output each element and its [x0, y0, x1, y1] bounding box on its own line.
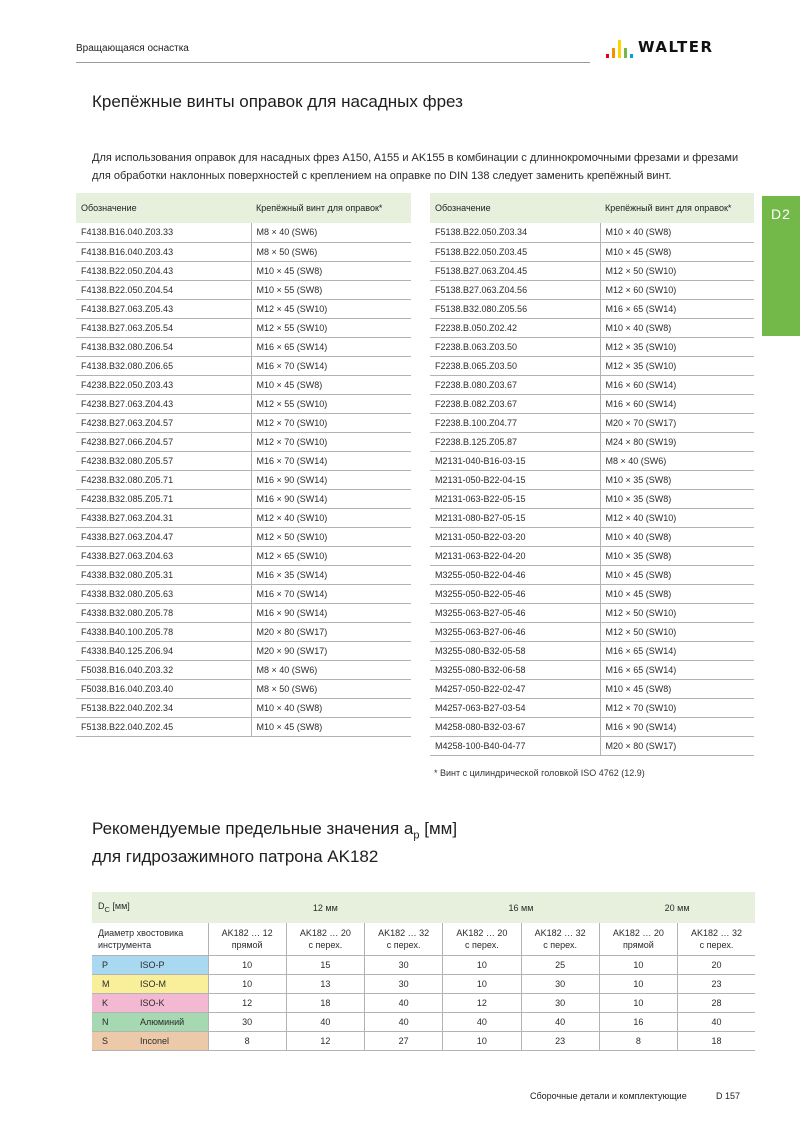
table-row [76, 622, 411, 641]
screw-cell: M16 × 70 (SW14) [251, 451, 411, 470]
section-tab-label: D2 [771, 206, 791, 222]
material-name: ISO-P [132, 955, 208, 974]
ap-value-cell: 12 [443, 993, 521, 1012]
designation-cell: F4238.B27.066.Z04.57 [76, 432, 251, 451]
screw-cell: M12 × 50 (SW10) [251, 527, 411, 546]
table-row [430, 223, 754, 242]
designation-cell: M4258-080-B32-03-67 [430, 717, 600, 736]
table-row [76, 679, 411, 698]
designation-cell: F4238.B32.080.Z05.71 [76, 470, 251, 489]
shank-diameter-label: Диаметр хвостовика инструмента [92, 923, 208, 955]
designation-cell: F4138.B16.040.Z03.33 [76, 223, 251, 242]
screw-cell: M24 × 80 (SW19) [600, 432, 754, 451]
ap-value-cell: 10 [443, 974, 521, 993]
designation-cell: M2131-063-B22-05-15 [430, 489, 600, 508]
table-row [430, 280, 754, 299]
ap-value-cell: 10 [599, 955, 677, 974]
designation-cell: M3255-063-B27-05-46 [430, 603, 600, 622]
material-row [92, 1012, 755, 1031]
page-title: Крепёжные винты оправок для насадных фрез [92, 92, 463, 111]
designation-cell: F4138.B22.050.Z04.43 [76, 261, 251, 280]
designation-cell: F4338.B32.080.Z05.78 [76, 603, 251, 622]
designation-cell: F4338.B40.100.Z05.78 [76, 622, 251, 641]
table-row [430, 717, 754, 736]
material-name: Inconel [132, 1031, 208, 1050]
intro-text: Для использования оправок для насадных фрез A150, A155 и AK155 в комбинации с длиннокромочными фрезами и фрезами для обработки наклонных поверхностей с креплением на оправке по DIN 138 следует заменить крепёжный винт. [92, 152, 739, 182]
ap-value-cell: 40 [521, 1012, 599, 1031]
table-row [430, 527, 754, 546]
ap-value-cell: 23 [521, 1031, 599, 1050]
designation-cell: F4338.B32.080.Z05.31 [76, 565, 251, 584]
screw-table-right [430, 193, 754, 756]
screw-cell: M10 × 40 (SW8) [600, 527, 754, 546]
table-row [76, 451, 411, 470]
designation-cell: F4338.B27.063.Z04.63 [76, 546, 251, 565]
designation-cell: M4258-100-B40-04-77 [430, 736, 600, 755]
material-name: Алюминий [132, 1012, 208, 1031]
designation-cell: M2131-063-B22-04-20 [430, 546, 600, 565]
ap-value-cell: 40 [443, 1012, 521, 1031]
designation-cell: M3255-080-B32-05-58 [430, 641, 600, 660]
screw-cell: M10 × 45 (SW8) [600, 565, 754, 584]
ap-section-title [92, 818, 457, 867]
designation-cell: F5138.B27.063.Z04.45 [430, 261, 600, 280]
screw-cell: M12 × 40 (SW10) [251, 508, 411, 527]
logo-bar [618, 40, 621, 58]
designation-cell: M2131-080-B27-05-15 [430, 508, 600, 527]
designation-cell: F4338.B27.063.Z04.31 [76, 508, 251, 527]
screw-cell: M10 × 45 (SW8) [600, 242, 754, 261]
table-row [430, 299, 754, 318]
ap-value-cell: 30 [521, 974, 599, 993]
screw-cell: M8 × 50 (SW6) [251, 242, 411, 261]
table-row [430, 641, 754, 660]
table-row [76, 698, 411, 717]
table-row [76, 394, 411, 413]
designation-cell: F5138.B27.063.Z04.56 [430, 280, 600, 299]
ap-value-cell: 30 [521, 993, 599, 1012]
table-row [430, 318, 754, 337]
table-row [430, 356, 754, 375]
designation-cell: F5138.B22.050.Z03.34 [430, 223, 600, 242]
material-row [92, 1031, 755, 1050]
material-name: ISO-M [132, 974, 208, 993]
table-row [430, 261, 754, 280]
table-row [76, 565, 411, 584]
screw-cell: M12 × 70 (SW10) [251, 413, 411, 432]
table-row [430, 337, 754, 356]
tool-column-header: AK182 … 32 с перех. [678, 923, 756, 955]
header-divider [76, 62, 590, 63]
screw-cell: M16 × 35 (SW14) [251, 565, 411, 584]
table-row [430, 603, 754, 622]
ap-title-unit: [мм] [419, 819, 458, 838]
material-row [92, 974, 755, 993]
ap-value-cell: 27 [365, 1031, 443, 1050]
screw-cell: M16 × 90 (SW14) [251, 470, 411, 489]
table-row [76, 318, 411, 337]
screw-cell: M12 × 65 (SW10) [251, 546, 411, 565]
material-code: S [92, 1031, 132, 1050]
material-code: N [92, 1012, 132, 1031]
table-row [76, 508, 411, 527]
walter-logo [604, 36, 744, 58]
tool-column-header: AK182 … 32 с перех. [521, 923, 599, 955]
ap-value-cell: 16 [599, 1012, 677, 1031]
tool-column-header: AK182 … 12 прямой [208, 923, 286, 955]
table-row [76, 223, 411, 242]
screw-cell: M10 × 35 (SW8) [600, 470, 754, 489]
logo-bar [624, 48, 627, 58]
ap-limits-table [92, 892, 755, 1051]
diameter-16: 16 мм [443, 892, 600, 923]
table-row [430, 508, 754, 527]
designation-cell: F2238.B.063.Z03.50 [430, 337, 600, 356]
table-row [76, 603, 411, 622]
table-row [76, 299, 411, 318]
designation-cell: F4138.B22.050.Z04.54 [76, 280, 251, 299]
material-row [92, 955, 755, 974]
designation-cell: F5038.B16.040.Z03.40 [76, 679, 251, 698]
table-row [76, 527, 411, 546]
ap-value-cell: 10 [443, 1031, 521, 1050]
header-category: Вращающаяся оснастка [76, 43, 189, 54]
logo-bar [606, 54, 609, 58]
table-row [430, 546, 754, 565]
ap-value-cell: 10 [599, 974, 677, 993]
designation-cell: F2238.B.050.Z02.42 [430, 318, 600, 337]
designation-cell: M2131-050-B22-03-20 [430, 527, 600, 546]
screw-cell: M16 × 65 (SW14) [251, 337, 411, 356]
screw-cell: M16 × 90 (SW14) [251, 489, 411, 508]
material-code: M [92, 974, 132, 993]
table-row [76, 432, 411, 451]
material-row [92, 993, 755, 1012]
designation-cell: F2238.B.100.Z04.77 [430, 413, 600, 432]
ap-value-cell: 40 [286, 1012, 364, 1031]
designation-cell: F4238.B27.063.Z04.43 [76, 394, 251, 413]
table-row [430, 451, 754, 470]
table-row [430, 394, 754, 413]
screw-table-left [76, 193, 411, 737]
designation-cell: M4257-063-B27-03-54 [430, 698, 600, 717]
tool-column-header: AK182 … 20 с перех. [443, 923, 521, 955]
ap-value-cell: 10 [208, 955, 286, 974]
table-row [430, 622, 754, 641]
screw-cell: M12 × 55 (SW10) [251, 394, 411, 413]
ap-title-line2: для гидрозажимного патрона AK182 [92, 847, 379, 867]
screw-cell: M16 × 65 (SW14) [600, 641, 754, 660]
ap-value-cell: 20 [678, 955, 756, 974]
table-row [430, 660, 754, 679]
ap-value-cell: 40 [365, 1012, 443, 1031]
tool-column-header: AK182 … 20 прямой [599, 923, 677, 955]
screw-cell: M12 × 70 (SW10) [600, 698, 754, 717]
column-header-designation: Обозначение [430, 193, 600, 223]
designation-cell: F4138.B16.040.Z03.43 [76, 242, 251, 261]
designation-cell: M3255-063-B27-06-46 [430, 622, 600, 641]
designation-cell: M3255-050-B22-04-46 [430, 565, 600, 584]
designation-cell: F4238.B32.080.Z05.57 [76, 451, 251, 470]
screw-cell: M12 × 50 (SW10) [600, 603, 754, 622]
screw-cell: M12 × 70 (SW10) [251, 432, 411, 451]
table-row [76, 280, 411, 299]
column-header-screw: Крепёжный винт для оправок* [600, 193, 754, 223]
material-code: P [92, 955, 132, 974]
screw-cell: M12 × 35 (SW10) [600, 337, 754, 356]
designation-cell: F5138.B22.040.Z02.45 [76, 717, 251, 736]
material-code: K [92, 993, 132, 1012]
designation-cell: F4238.B22.050.Z03.43 [76, 375, 251, 394]
screw-cell: M12 × 50 (SW10) [600, 622, 754, 641]
screw-cell: M10 × 40 (SW8) [600, 318, 754, 337]
screw-cell: M16 × 70 (SW14) [251, 356, 411, 375]
designation-cell: F4338.B40.125.Z06.94 [76, 641, 251, 660]
screw-cell: M10 × 55 (SW8) [251, 280, 411, 299]
table-row [76, 356, 411, 375]
ap-title-subscript: p [413, 829, 420, 842]
designation-cell: F2238.B.125.Z05.87 [430, 432, 600, 451]
table-row [76, 261, 411, 280]
screw-cell: M12 × 50 (SW10) [600, 261, 754, 280]
dc-label: $D_C$ [мм] [92, 892, 208, 923]
ap-value-cell: 28 [678, 993, 756, 1012]
designation-cell: F5138.B22.050.Z03.45 [430, 242, 600, 261]
table-row [430, 375, 754, 394]
screw-cell: M10 × 45 (SW8) [251, 261, 411, 280]
logo-text: WALTER [638, 38, 714, 56]
screw-cell: M12 × 35 (SW10) [600, 356, 754, 375]
screw-cell: M8 × 50 (SW6) [251, 679, 411, 698]
table-row [430, 470, 754, 489]
designation-cell: F4138.B27.063.Z05.54 [76, 318, 251, 337]
table-row [430, 242, 754, 261]
table-row [76, 470, 411, 489]
table-row [430, 565, 754, 584]
designation-cell: F2238.B.080.Z03.67 [430, 375, 600, 394]
designation-cell: M3255-050-B22-05-46 [430, 584, 600, 603]
table-row [76, 584, 411, 603]
designation-cell: M2131-050-B22-04-15 [430, 470, 600, 489]
screw-cell: M8 × 40 (SW6) [600, 451, 754, 470]
designation-cell: F4238.B27.063.Z04.57 [76, 413, 251, 432]
ap-value-cell: 8 [208, 1031, 286, 1050]
screw-cell: M12 × 55 (SW10) [251, 318, 411, 337]
designation-cell: M2131-040-B16-03-15 [430, 451, 600, 470]
screw-cell: M16 × 60 (SW14) [600, 375, 754, 394]
ap-value-cell: 10 [599, 993, 677, 1012]
ap-value-cell: 40 [365, 993, 443, 1012]
table-row [76, 413, 411, 432]
ap-value-cell: 30 [365, 955, 443, 974]
table-row [76, 337, 411, 356]
table-row [430, 432, 754, 451]
ap-value-cell: 10 [443, 955, 521, 974]
designation-cell: M4257-050-B22-02-47 [430, 679, 600, 698]
ap-value-cell: 12 [286, 1031, 364, 1050]
designation-cell: F2238.B.065.Z03.50 [430, 356, 600, 375]
column-header-designation: Обозначение [76, 193, 251, 223]
screw-cell: M10 × 45 (SW8) [251, 717, 411, 736]
designation-cell: F4138.B32.080.Z06.65 [76, 356, 251, 375]
ap-value-cell: 40 [678, 1012, 756, 1031]
ap-value-cell: 25 [521, 955, 599, 974]
logo-bar [612, 48, 615, 58]
table-row [430, 489, 754, 508]
screw-cell: M8 × 40 (SW6) [251, 660, 411, 679]
diameter-12: 12 мм [208, 892, 443, 923]
ap-title-text: Рекомендуемые предельные значения a [92, 819, 414, 838]
footer-title: Сборочные детали и комплектующие [530, 1091, 687, 1101]
table-row [76, 489, 411, 508]
screw-cell: M10 × 35 (SW8) [600, 489, 754, 508]
table-row [76, 641, 411, 660]
designation-cell: F5138.B32.080.Z05.56 [430, 299, 600, 318]
screw-cell: M16 × 90 (SW14) [600, 717, 754, 736]
screw-cell: M10 × 40 (SW8) [600, 223, 754, 242]
table-row [76, 375, 411, 394]
screw-cell: M10 × 45 (SW8) [600, 584, 754, 603]
designation-cell: F4138.B27.063.Z05.43 [76, 299, 251, 318]
ap-value-cell: 12 [208, 993, 286, 1012]
designation-cell: F5138.B22.040.Z02.34 [76, 698, 251, 717]
screw-cell: M10 × 40 (SW8) [251, 698, 411, 717]
logo-bar [630, 54, 633, 58]
designation-cell: F4338.B32.080.Z05.63 [76, 584, 251, 603]
ap-value-cell: 30 [365, 974, 443, 993]
ap-value-cell: 18 [286, 993, 364, 1012]
tool-column-header: AK182 … 32 с перех. [365, 923, 443, 955]
table-row [430, 698, 754, 717]
footnote: * Винт с цилиндрической головкой ISO 4762 (12.9) [434, 768, 645, 778]
ap-value-cell: 18 [678, 1031, 756, 1050]
screw-cell: M16 × 65 (SW14) [600, 660, 754, 679]
screw-cell: M12 × 60 (SW10) [600, 280, 754, 299]
screw-cell: M16 × 65 (SW14) [600, 299, 754, 318]
tool-column-header: AK182 … 20 с перех. [286, 923, 364, 955]
page-number: D 157 [716, 1091, 741, 1101]
table-row [430, 584, 754, 603]
diameter-20: 20 мм [599, 892, 755, 923]
screw-cell: M16 × 60 (SW14) [600, 394, 754, 413]
screw-cell: M20 × 80 (SW17) [251, 622, 411, 641]
screw-cell: M16 × 90 (SW14) [251, 603, 411, 622]
table-row [76, 717, 411, 736]
screw-cell: M10 × 45 (SW8) [251, 375, 411, 394]
ap-value-cell: 23 [678, 974, 756, 993]
designation-cell: F4338.B27.063.Z04.47 [76, 527, 251, 546]
screw-cell: M10 × 35 (SW8) [600, 546, 754, 565]
screw-cell: M12 × 40 (SW10) [600, 508, 754, 527]
ap-value-cell: 10 [208, 974, 286, 993]
column-header-screw: Крепёжный винт для оправок* [251, 193, 411, 223]
ap-value-cell: 30 [208, 1012, 286, 1031]
designation-cell: F5038.B16.040.Z03.32 [76, 660, 251, 679]
material-name: ISO-K [132, 993, 208, 1012]
ap-value-cell: 15 [286, 955, 364, 974]
ap-value-cell: 13 [286, 974, 364, 993]
ap-value-cell: 8 [599, 1031, 677, 1050]
table-row [430, 413, 754, 432]
section-tab [762, 196, 800, 336]
screw-cell: M8 × 40 (SW6) [251, 223, 411, 242]
table-row [76, 660, 411, 679]
table-row [76, 242, 411, 261]
table-row [76, 546, 411, 565]
table-row [430, 736, 754, 755]
screw-cell: M20 × 90 (SW17) [251, 641, 411, 660]
screw-cell: M10 × 45 (SW8) [600, 679, 754, 698]
table-row [430, 679, 754, 698]
designation-cell: M3255-080-B32-06-58 [430, 660, 600, 679]
screw-cell: M12 × 45 (SW10) [251, 299, 411, 318]
designation-cell: F4138.B32.080.Z06.54 [76, 337, 251, 356]
screw-cell: M20 × 80 (SW17) [600, 736, 754, 755]
screw-cell: M16 × 70 (SW14) [251, 584, 411, 603]
screw-cell: M20 × 70 (SW17) [600, 413, 754, 432]
designation-cell: F4238.B32.085.Z05.71 [76, 489, 251, 508]
designation-cell: F2238.B.082.Z03.67 [430, 394, 600, 413]
